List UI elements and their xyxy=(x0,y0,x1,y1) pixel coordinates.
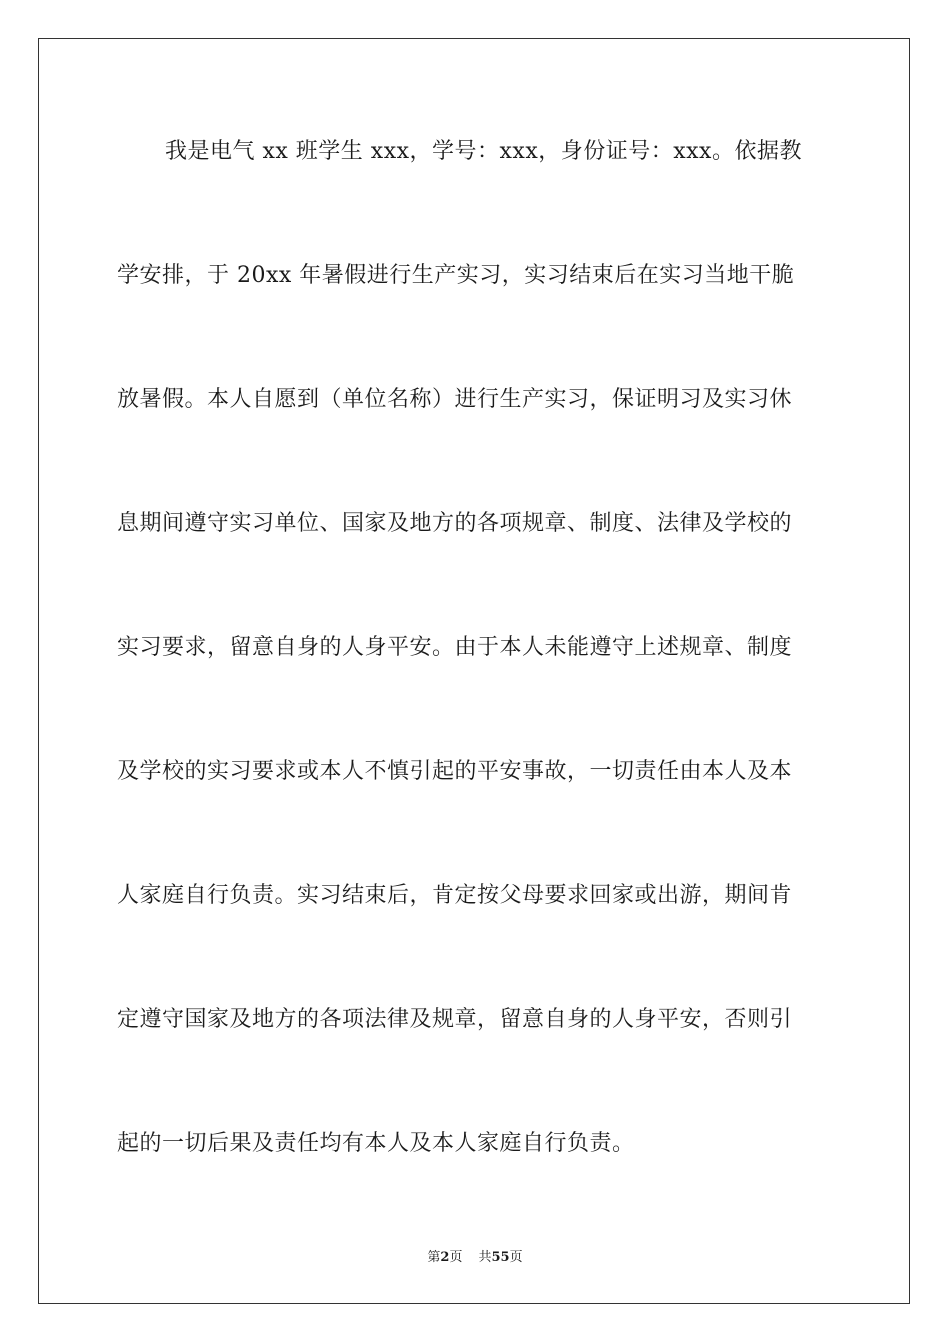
page-footer xyxy=(0,1249,950,1267)
page-suffix: 页 xyxy=(449,1250,463,1265)
page-border xyxy=(38,38,910,1304)
text-line: 学安排，于 20xx 年暑假进行生产实习，实习结束后在实习当地干脆 xyxy=(117,263,795,288)
text-line: 及学校的实习要求或本人不慎引起的平安事故，一切责任由本人及本 xyxy=(117,759,793,784)
page-prefix: 第 xyxy=(427,1250,441,1265)
text-line: 人家庭自行负责。实习结束后，肯定按父母要求回家或出游，期间肯 xyxy=(117,883,793,908)
text-line: 放暑假。本人自愿到（单位名称）进行生产实习，保证明习及实习休 xyxy=(117,387,793,412)
total-pages: 55 xyxy=(491,1250,510,1265)
page-number: 2 xyxy=(440,1250,450,1265)
text-line: 定遵守国家及地方的各项法律及规章，留意自身的人身平安，否则引 xyxy=(117,1007,793,1032)
text-line: 我是电气 xx 班学生 xxx，学号：xxx，身份证号：xxx。依据教 xyxy=(165,139,802,164)
total-suffix: 页 xyxy=(509,1250,523,1265)
text-line: 起的一切后果及责任均有本人及本人家庭自行负责。 xyxy=(117,1131,635,1156)
total-prefix: 共 xyxy=(478,1250,492,1265)
text-line: 息期间遵守实习单位、国家及地方的各项规章、制度、法律及学校的 xyxy=(117,511,793,536)
text-line: 实习要求，留意自身的人身平安。由于本人未能遵守上述规章、制度 xyxy=(117,635,793,660)
